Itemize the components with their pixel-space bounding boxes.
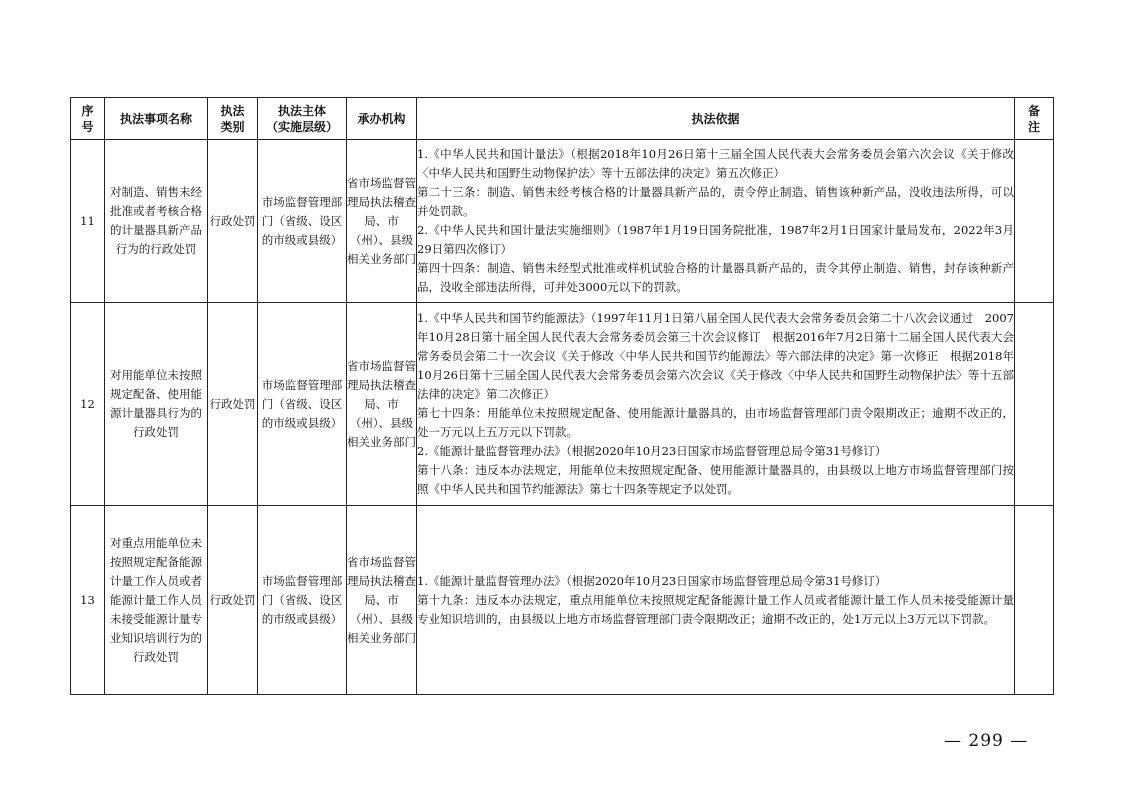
basis-paragraph: 第四十四条：制造、销售未经型式批准或样机试验合格的计量器具新产品的，责令其停止制造、销售，封存该种新产品，没收全部违法所得，可并处3000元以下的罚款。 (417, 261, 1014, 294)
basis-paragraph: 第二十三条：制造、销售未经考核合格的计量器具新产品的，责令停止制造、销售该种新产品，没收违法所得，可以并处罚款。 (417, 185, 1014, 218)
basis-paragraph: 2.《中华人民共和国计量法实施细则》（1987年1月19日国务院批准，1987年2月1日国家计量局发布，2022年3月29日第四次修订） (417, 223, 1014, 256)
enforcement-type: 行政处罚 (208, 140, 258, 303)
item-name: 对用能单位未按照规定配备、使用能源计量器具行为的行政处罚 (105, 303, 208, 506)
header-no: 序 号 (71, 98, 105, 140)
header-name: 执法事项名称 (105, 98, 208, 140)
header-body: 执法主体 （实施层级） (258, 98, 347, 140)
note-cell (1015, 303, 1054, 506)
item-name: 对制造、销售未经批准或者考核合格的计量器具新产品行为的行政处罚 (105, 140, 208, 303)
handling-organization: 省市场监督管理局执法稽查局、市（州）、县级相关业务部门 (347, 506, 417, 695)
basis-paragraph: 第十九条：违反本办法规定，重点用能单位未按照规定配备能源计量工作人员或者能源计量工作人员未接受能源计量专业知识培训的，由县级以上地方市场监督管理部门责令限期改正；逾期不改正的，处1万元以上3万元以下罚款。 (417, 592, 1014, 626)
page-number: — 299 — (944, 731, 1029, 751)
handling-organization: 省市场监督管理局执法稽查局、市（州）、县级相关业务部门 (347, 140, 417, 303)
header-basis: 执法依据 (417, 98, 1015, 140)
handling-organization: 省市场监督管理局执法稽查局、市（州）、县级相关业务部门 (347, 303, 417, 506)
legal-basis (417, 303, 1015, 506)
basis-paragraph: 1.《中华人民共和国计量法》（根据2018年10月26日第十三届全国人民代表大会常务委员会第六次会议《关于修改〈中华人民共和国野生动物保护法〉等十五部法律的决定》第五次修正） (417, 147, 1014, 180)
legal-basis (417, 506, 1015, 695)
basis-paragraph: 1.《中华人民共和国节约能源法》（1997年11月1日第八届全国人民代表大会常务委员会第二十八次会议通过 2007年10月28日第十届全国人民代表大会常务委员会第三十次会议修订 根据2016年7月2日第十二届全国人民代表大会常务委员会第二十一次会议《关于修改〈中华人民共和国节约能源法〉等六部法律的决定》第一次修正 根据2018年10月26日第十三届全国人民代表大会常务委员会第六次会议《关于修改〈中华人民共和国野生动物保护法〉等十五部法律的决定》第二次修正） (417, 311, 1014, 401)
header-type: 执法 类别 (208, 98, 258, 140)
enforcement-type: 行政处罚 (208, 303, 258, 506)
table-header-row (71, 98, 1054, 140)
law-enforcement-table (70, 97, 1054, 695)
basis-paragraph: 第七十四条：用能单位未按照规定配备、使用能源计量器具的，由市场监督管理部门责令限期改正；逾期不改正的，处一万元以上五万元以下罚款。 (417, 406, 1014, 439)
row-number: 12 (71, 303, 105, 506)
basis-paragraph: 第十八条：违反本办法规定，用能单位未按照规定配备、使用能源计量器具的，由县级以上地方市场监督管理部门按照《中华人民共和国节约能源法》第七十四条等规定予以处罚。 (417, 463, 1014, 496)
legal-basis (417, 140, 1015, 303)
table-row (71, 506, 1054, 695)
basis-paragraph: 1.《能源计量监督管理办法》（根据2020年10月23日国家市场监督管理总局令第31号修订） (417, 573, 887, 588)
note-cell (1015, 506, 1054, 695)
enforcement-body: 市场监督管理部门（省级、设区的市级或县级） (258, 140, 347, 303)
table-row (71, 140, 1054, 303)
header-org: 承办机构 (347, 98, 417, 140)
row-number: 11 (71, 140, 105, 303)
note-cell (1015, 140, 1054, 303)
header-note: 备 注 (1015, 98, 1054, 140)
enforcement-type: 行政处罚 (208, 506, 258, 695)
enforcement-body: 市场监督管理部门（省级、设区的市级或县级） (258, 303, 347, 506)
enforcement-body: 市场监督管理部门（省级、设区的市级或县级） (258, 506, 347, 695)
table-row (71, 303, 1054, 506)
basis-paragraph: 2.《能源计量监督管理办法》（根据2020年10月23日国家市场监督管理总局令第31号修订） (417, 444, 887, 458)
row-number: 13 (71, 506, 105, 695)
item-name: 对重点用能单位未按照规定配备能源计量工作人员或者能源计量工作人员未接受能源计量专业知识培训行为的行政处罚 (105, 506, 208, 695)
